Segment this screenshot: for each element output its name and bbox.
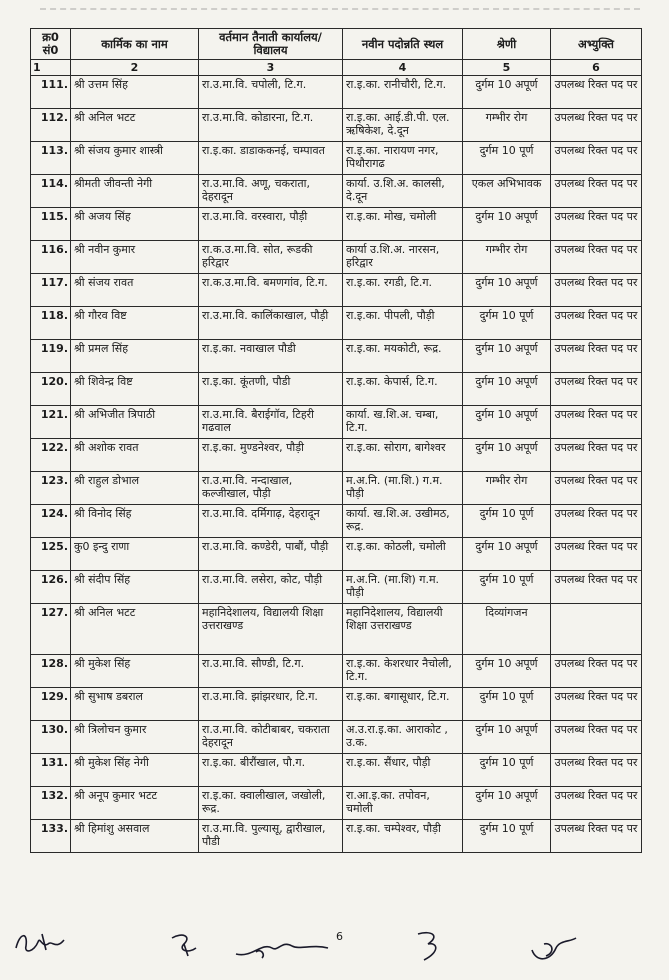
employee-name-cell: श्री संदीप सिंह bbox=[71, 571, 199, 604]
employee-name-cell: श्री मुकेश सिंह नेगी bbox=[71, 754, 199, 787]
new-posting-cell: रा.इ.का. मोख, चमोली bbox=[343, 208, 463, 241]
current-posting-cell: रा.उ.मा.वि. लसेरा, कोट, पौड़ी bbox=[199, 571, 343, 604]
remark-cell: उपलब्ध रिक्त पद पर bbox=[551, 241, 642, 274]
serial-number-cell: 124. bbox=[31, 505, 71, 538]
serial-number-cell: 112. bbox=[31, 109, 71, 142]
table-row bbox=[31, 406, 642, 439]
remark-cell: उपलब्ध रिक्त पद पर bbox=[551, 373, 642, 406]
employee-name-cell: श्री संजय रावत bbox=[71, 274, 199, 307]
category-cell: दुर्गम 10 पूर्ण bbox=[463, 571, 551, 604]
remark-cell: उपलब्ध रिक्त पद पर bbox=[551, 655, 642, 688]
employee-name-cell: श्री प्रमल सिंह bbox=[71, 340, 199, 373]
serial-number-cell: 119. bbox=[31, 340, 71, 373]
new-posting-cell: रा.आ.इ.का. तपोवन, चमोली bbox=[343, 787, 463, 820]
current-posting-cell: रा.क.उ.मा.वि. सोत, रूडकी हरिद्वार bbox=[199, 241, 343, 274]
serial-number-cell: 115. bbox=[31, 208, 71, 241]
column-number: 6 bbox=[551, 60, 642, 76]
category-cell: दुर्गम 10 अपूर्ण bbox=[463, 373, 551, 406]
serial-number-cell: 132. bbox=[31, 787, 71, 820]
serial-number-cell: 128. bbox=[31, 655, 71, 688]
remark-cell: उपलब्ध रिक्त पद पर bbox=[551, 142, 642, 175]
remark-cell: उपलब्ध रिक्त पद पर bbox=[551, 109, 642, 142]
employee-name-cell: श्री सुभाष डबराल bbox=[71, 688, 199, 721]
category-cell: गम्भीर रोग bbox=[463, 109, 551, 142]
new-posting-cell: म.अ.नि. (मा.शि) ग.म. पौड़ी bbox=[343, 571, 463, 604]
current-posting-cell: रा.क.उ.मा.वि. बमणगांव, टि.ग. bbox=[199, 274, 343, 307]
table-row bbox=[31, 340, 642, 373]
table-row bbox=[31, 754, 642, 787]
serial-number-cell: 117. bbox=[31, 274, 71, 307]
remark-cell: उपलब्ध रिक्त पद पर bbox=[551, 571, 642, 604]
table-row bbox=[31, 787, 642, 820]
signature-5-icon bbox=[526, 932, 582, 966]
employee-name-cell: श्री अभिजीत त्रिपाठी bbox=[71, 406, 199, 439]
column-number: 1 bbox=[31, 60, 71, 76]
serial-number-cell: 131. bbox=[31, 754, 71, 787]
table-row bbox=[31, 721, 642, 754]
table-row bbox=[31, 76, 642, 109]
header-remark: अभ्युक्ति bbox=[551, 29, 642, 60]
current-posting-cell: रा.उ.मा.वि. वरस्वारा, पौड़ी bbox=[199, 208, 343, 241]
category-cell: गम्भीर रोग bbox=[463, 472, 551, 505]
new-posting-cell: रा.इ.का. सोराग, बागेश्वर bbox=[343, 439, 463, 472]
category-cell: दुर्गम 10 अपूर्ण bbox=[463, 439, 551, 472]
employee-name-cell: श्री शिवेन्द्र विष्ट bbox=[71, 373, 199, 406]
table-row bbox=[31, 538, 642, 571]
new-posting-cell: रा.इ.का. केपार्स, टि.ग. bbox=[343, 373, 463, 406]
header-current-posting: वर्तमान तैनाती कार्यालय/ विद्यालय bbox=[199, 29, 343, 60]
remark-cell: उपलब्ध रिक्त पद पर bbox=[551, 787, 642, 820]
current-posting-cell: रा.उ.मा.वि. झांझरधार, टि.ग. bbox=[199, 688, 343, 721]
current-posting-cell: रा.उ.मा.वि. कोडारना, टि.ग. bbox=[199, 109, 343, 142]
current-posting-cell: रा.उ.मा.वि. दर्मिगाढ़, देहरादून bbox=[199, 505, 343, 538]
header-row bbox=[31, 29, 642, 60]
serial-number-cell: 126. bbox=[31, 571, 71, 604]
new-posting-cell: रा.इ.का. रगडी, टि.ग. bbox=[343, 274, 463, 307]
table-row bbox=[31, 655, 642, 688]
employee-name-cell: कु0 इन्दु राणा bbox=[71, 538, 199, 571]
table-row bbox=[31, 472, 642, 505]
transfer-list-page bbox=[30, 28, 641, 853]
employee-name-cell: श्री राहुल डोभाल bbox=[71, 472, 199, 505]
new-posting-cell: कार्या. ख.शि.अ. उखीमठ, रूद्र. bbox=[343, 505, 463, 538]
employee-name-cell: श्रीमती जीवन्ती नेगी bbox=[71, 175, 199, 208]
remark-cell: उपलब्ध रिक्त पद पर bbox=[551, 820, 642, 853]
serial-number-cell: 125. bbox=[31, 538, 71, 571]
table-row bbox=[31, 175, 642, 208]
serial-number-cell: 122. bbox=[31, 439, 71, 472]
signature-3-icon bbox=[232, 932, 332, 962]
current-posting-cell: रा.उ.मा.वि. कालिंकाखाल, पौड़ी bbox=[199, 307, 343, 340]
current-posting-cell: रा.इ.का. डाडाककनई, चम्पावत bbox=[199, 142, 343, 175]
current-posting-cell: रा.इ.का. बीरौंखाल, पौ.ग. bbox=[199, 754, 343, 787]
serial-number-cell: 123. bbox=[31, 472, 71, 505]
current-posting-cell: रा.उ.मा.वि. नन्दाखाल, कल्जीखाल, पौड़ी bbox=[199, 472, 343, 505]
table-row bbox=[31, 820, 642, 853]
serial-number-cell: 129. bbox=[31, 688, 71, 721]
new-posting-cell: अ.उ.रा.इ.का. आराकोट , उ.क. bbox=[343, 721, 463, 754]
remark-cell: उपलब्ध रिक्त पद पर bbox=[551, 439, 642, 472]
new-posting-cell: रा.इ.का. मयकोटी, रूद्र. bbox=[343, 340, 463, 373]
table-row bbox=[31, 439, 642, 472]
employee-name-cell: श्री विनोद सिंह bbox=[71, 505, 199, 538]
category-cell: दुर्गम 10 अपूर्ण bbox=[463, 274, 551, 307]
new-posting-cell: महानिदेशालय, विद्यालयी शिक्षा उत्तराखण्ड bbox=[343, 604, 463, 655]
new-posting-cell: रा.इ.का. पीपली, पौड़ी bbox=[343, 307, 463, 340]
table-row bbox=[31, 208, 642, 241]
category-cell: दुर्गम 10 पूर्ण bbox=[463, 307, 551, 340]
remark-cell: उपलब्ध रिक्त पद पर bbox=[551, 340, 642, 373]
table-row bbox=[31, 274, 642, 307]
new-posting-cell: रा.इ.का. बगासूधार, टि.ग. bbox=[343, 688, 463, 721]
current-posting-cell: रा.इ.का. नवाखाल पौडी bbox=[199, 340, 343, 373]
header-category: श्रेणी bbox=[463, 29, 551, 60]
category-cell: दुर्गम 10 अपूर्ण bbox=[463, 538, 551, 571]
table-row bbox=[31, 142, 642, 175]
remark-cell: उपलब्ध रिक्त पद पर bbox=[551, 274, 642, 307]
current-posting-cell: रा.इ.का. मुण्डनेश्वर, पौड़ी bbox=[199, 439, 343, 472]
category-cell: दुर्गम 10 पूर्ण bbox=[463, 142, 551, 175]
new-posting-cell: रा.इ.का. नारायण नगर, पिथौरागढ bbox=[343, 142, 463, 175]
remark-cell: उपलब्ध रिक्त पद पर bbox=[551, 505, 642, 538]
column-number: 5 bbox=[463, 60, 551, 76]
signature-2-icon bbox=[166, 930, 206, 960]
remark-cell: उपलब्ध रिक्त पद पर bbox=[551, 175, 642, 208]
new-posting-cell: रा.इ.का. सैंधार, पौड़ी bbox=[343, 754, 463, 787]
new-posting-cell: रा.इ.का. चम्पेश्वर, पौड़ी bbox=[343, 820, 463, 853]
serial-number-cell: 111. bbox=[31, 76, 71, 109]
current-posting-cell: रा.उ.मा.वि. कोटीबाबर, चकराता देहरादून bbox=[199, 721, 343, 754]
category-cell: दिव्यांगजन bbox=[463, 604, 551, 655]
serial-number-cell: 127. bbox=[31, 604, 71, 655]
category-cell: दुर्गम 10 अपूर्ण bbox=[463, 655, 551, 688]
category-cell: दुर्गम 10 पूर्ण bbox=[463, 505, 551, 538]
serial-number-cell: 118. bbox=[31, 307, 71, 340]
promotion-table bbox=[30, 28, 642, 853]
page-number: 6 bbox=[336, 930, 343, 943]
remark-cell: उपलब्ध रिक्त पद पर bbox=[551, 208, 642, 241]
table-row bbox=[31, 505, 642, 538]
category-cell: दुर्गम 10 अपूर्ण bbox=[463, 406, 551, 439]
category-cell: दुर्गम 10 पूर्ण bbox=[463, 754, 551, 787]
remark-cell: उपलब्ध रिक्त पद पर bbox=[551, 688, 642, 721]
new-posting-cell: कार्या उ.शि.अ. नारसन, हरिद्वार bbox=[343, 241, 463, 274]
current-posting-cell: रा.उ.मा.वि. चपोली, टि.ग. bbox=[199, 76, 343, 109]
signature-1-icon bbox=[12, 928, 72, 958]
current-posting-cell: रा.उ.मा.वि. अणू, चकराता, देहरादून bbox=[199, 175, 343, 208]
remark-cell: उपलब्ध रिक्त पद पर bbox=[551, 472, 642, 505]
table-row bbox=[31, 688, 642, 721]
current-posting-cell: रा.उ.मा.वि. बैराईगॉव, टिहरी गढवाल bbox=[199, 406, 343, 439]
serial-number-cell: 133. bbox=[31, 820, 71, 853]
employee-name-cell: श्री अजय सिंह bbox=[71, 208, 199, 241]
column-number-row bbox=[31, 60, 642, 76]
column-number: 4 bbox=[343, 60, 463, 76]
category-cell: दुर्गम 10 अपूर्ण bbox=[463, 340, 551, 373]
header-serial-number: क्र0 सं0 bbox=[31, 29, 71, 60]
serial-number-cell: 130. bbox=[31, 721, 71, 754]
employee-name-cell: श्री गौरव विष्ट bbox=[71, 307, 199, 340]
remark-cell: उपलब्ध रिक्त पद पर bbox=[551, 406, 642, 439]
remark-cell: उपलब्ध रिक्त पद पर bbox=[551, 538, 642, 571]
current-posting-cell: रा.उ.मा.वि. कण्डेरी, पाबौं, पौड़ी bbox=[199, 538, 343, 571]
new-posting-cell: कार्या. उ.शि.अ. कालसी, दे.दून bbox=[343, 175, 463, 208]
column-number: 3 bbox=[199, 60, 343, 76]
serial-number-cell: 116. bbox=[31, 241, 71, 274]
employee-name-cell: श्री मुकेश सिंह bbox=[71, 655, 199, 688]
current-posting-cell: रा.उ.मा.वि. पुल्यासू, द्वारीखाल, पौडी bbox=[199, 820, 343, 853]
employee-name-cell: श्री हिमांशु असवाल bbox=[71, 820, 199, 853]
signature-4-icon bbox=[410, 928, 450, 964]
category-cell: दुर्गम 10 अपूर्ण bbox=[463, 208, 551, 241]
employee-name-cell: श्री नवीन कुमार bbox=[71, 241, 199, 274]
remark-cell: उपलब्ध रिक्त पद पर bbox=[551, 76, 642, 109]
serial-number-cell: 113. bbox=[31, 142, 71, 175]
employee-name-cell: श्री संजय कुमार शास्त्री bbox=[71, 142, 199, 175]
new-posting-cell: म.अ.नि. (मा.शि.) ग.म. पौड़ी bbox=[343, 472, 463, 505]
current-posting-cell: रा.इ.का. कूंतणी, पौडी bbox=[199, 373, 343, 406]
scan-top-edge bbox=[40, 0, 640, 10]
new-posting-cell: रा.इ.का. केशरधार नैचोली, टि.ग. bbox=[343, 655, 463, 688]
header-employee-name: कार्मिक का नाम bbox=[71, 29, 199, 60]
remark-cell: उपलब्ध रिक्त पद पर bbox=[551, 754, 642, 787]
employee-name-cell: श्री अनिल भटट bbox=[71, 109, 199, 142]
category-cell: गम्भीर रोग bbox=[463, 241, 551, 274]
column-number: 2 bbox=[71, 60, 199, 76]
table-row bbox=[31, 571, 642, 604]
new-posting-cell: रा.इ.का. रानीचौरी, टि.ग. bbox=[343, 76, 463, 109]
table-row bbox=[31, 604, 642, 655]
category-cell: दुर्गम 10 पूर्ण bbox=[463, 820, 551, 853]
table-row bbox=[31, 241, 642, 274]
employee-name-cell: श्री त्रिलोचन कुमार bbox=[71, 721, 199, 754]
new-posting-cell: रा.इ.का. आई.डी.पी. एल. ऋषिकेश, दे.दून bbox=[343, 109, 463, 142]
header-new-posting: नवीन पदोन्नति स्थल bbox=[343, 29, 463, 60]
employee-name-cell: श्री अनिल भटट bbox=[71, 604, 199, 655]
employee-name-cell: श्री अनूप कुमार भटट bbox=[71, 787, 199, 820]
serial-number-cell: 120. bbox=[31, 373, 71, 406]
remark-cell bbox=[551, 604, 642, 655]
table-row bbox=[31, 307, 642, 340]
signature-area bbox=[0, 922, 669, 980]
table-row bbox=[31, 109, 642, 142]
new-posting-cell: रा.इ.का. कोठली, चमोली bbox=[343, 538, 463, 571]
category-cell: दुर्गम 10 अपूर्ण bbox=[463, 721, 551, 754]
category-cell: दुर्गम 10 पूर्ण bbox=[463, 688, 551, 721]
current-posting-cell: रा.उ.मा.वि. सौण्डी, टि.ग. bbox=[199, 655, 343, 688]
current-posting-cell: रा.इ.का. क्वालीखाल, जखोली, रूद्र. bbox=[199, 787, 343, 820]
current-posting-cell: महानिदेशालय, विद्यालयी शिक्षा उत्तराखण्ड bbox=[199, 604, 343, 655]
category-cell: दुर्गम 10 अपूर्ण bbox=[463, 787, 551, 820]
category-cell: दुर्गम 10 अपूर्ण bbox=[463, 76, 551, 109]
new-posting-cell: कार्या. ख.शि.अ. चम्बा, टि.ग. bbox=[343, 406, 463, 439]
remark-cell: उपलब्ध रिक्त पद पर bbox=[551, 307, 642, 340]
remark-cell: उपलब्ध रिक्त पद पर bbox=[551, 721, 642, 754]
table-row bbox=[31, 373, 642, 406]
serial-number-cell: 114. bbox=[31, 175, 71, 208]
serial-number-cell: 121. bbox=[31, 406, 71, 439]
employee-name-cell: श्री अशोक रावत bbox=[71, 439, 199, 472]
category-cell: एकल अभिभावक bbox=[463, 175, 551, 208]
employee-name-cell: श्री उत्तम सिंह bbox=[71, 76, 199, 109]
